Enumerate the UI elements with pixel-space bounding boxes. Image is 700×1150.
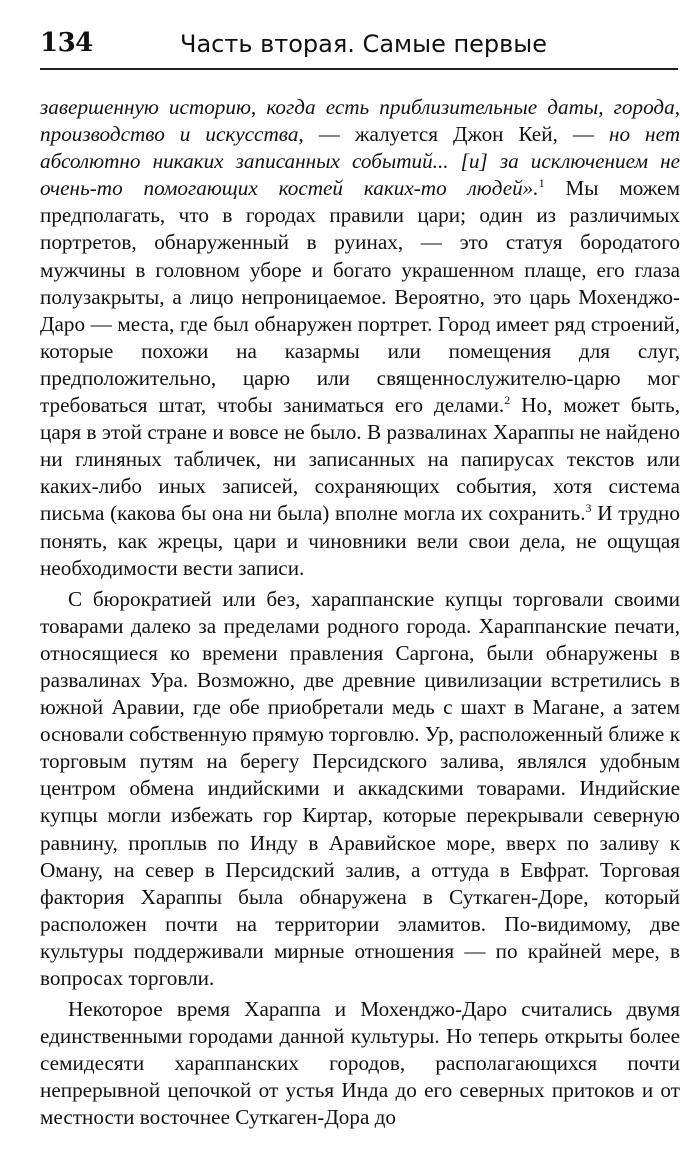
paragraph [40, 586, 680, 992]
book-page [40, 28, 680, 1130]
page-header [40, 28, 678, 62]
page-number: 134 [40, 28, 93, 58]
header-rule [40, 68, 678, 70]
text-span: Но, может быть, царя в этой стране и вовсе не было. В развалинах Хараппы не найдено ни глиняных табличек, ни записанных на папирусах текстов или каких-либо иных записей, сохраняющих события, хотя система письма (какова бы она ни была) вполне могла их сохранить. [40, 393, 680, 526]
running-title: Часть вторая. Самые первые [180, 30, 548, 58]
body-text [40, 94, 680, 1132]
footnote-ref: 2 [504, 393, 511, 408]
paragraph [40, 996, 680, 1131]
text-span: Некоторое время Хараппа и Мохенджо-Даро считались двумя единственными городами данной культуры. Но теперь открыты более семидесяти хараппанских городов, располагающихся почти непрерывной цепочкой от устья Инда до его северных притоков и от местности восточнее Суткаген-Дора до [40, 997, 680, 1130]
text-span: С бюрократией или без, хараппанские купцы торговали своими товарами далеко за пределами родного города. Хараппанские печати, относящиеся ко времени правления Саргона, были обнаружены в развалинах Ура. Возможно, две древние цивилизации встретились в южной Аравии, где обе приобретали медь с шахт в Магане, а затем основали собственную прямую торговлю. Ур, расположенный ближе к торговым путям на берегу Персидского залива, являлся удобным центром обмена индийскими и аккадскими товарами. Индийские купцы могли избежать гор Киртар, которые перекрывали северную равнину, проплыв по Инду в Аравийское море, вверх по заливу к Оману, на север в Персидский залив, а оттуда в Евфрат. Торговая фактория Хараппы была обнаружена в Суткаген-Доре, который расположен почти на территории эламитов. По-видимому, две культуры поддерживали мирные отношения — по крайней мере, в вопросах торговли. [40, 586, 680, 990]
footnote-ref: 1 [538, 176, 545, 191]
text-span: Мы можем предполагать, что в городах правили цари; один из различимых портретов, обнаруженный в руинах, — это статуя бородатого мужчины в головном уборе и богато украшенном плаще, его глаза полузакрыты, а лицо непроницаемое. Вероятно, это царь Мохенджо-Даро — места, где был обнаружен портрет. Город имеет ряд строений, которые похожи на казармы или помещения для слуг, предположительно, царю или священнослужителю-царю мог требоваться штат, чтобы заниматься его делами. [40, 176, 680, 418]
text-span: — жалуется Джон Кей, — [303, 122, 609, 147]
italic-quote: но нет абсолютно никаких записанных событий... [и] за исключением не очень-то помогающих костей каких-то людей». [40, 122, 680, 201]
italic-quote: завершенную историю, когда есть приблизительные даты, города, производство и искусства, [40, 95, 680, 147]
text-span: И трудно понять, как жрецы, цари и чиновники вели свои дела, не ощущая необходимости вести записи. [40, 501, 680, 580]
paragraph [40, 94, 680, 582]
footnote-ref: 3 [585, 501, 592, 516]
